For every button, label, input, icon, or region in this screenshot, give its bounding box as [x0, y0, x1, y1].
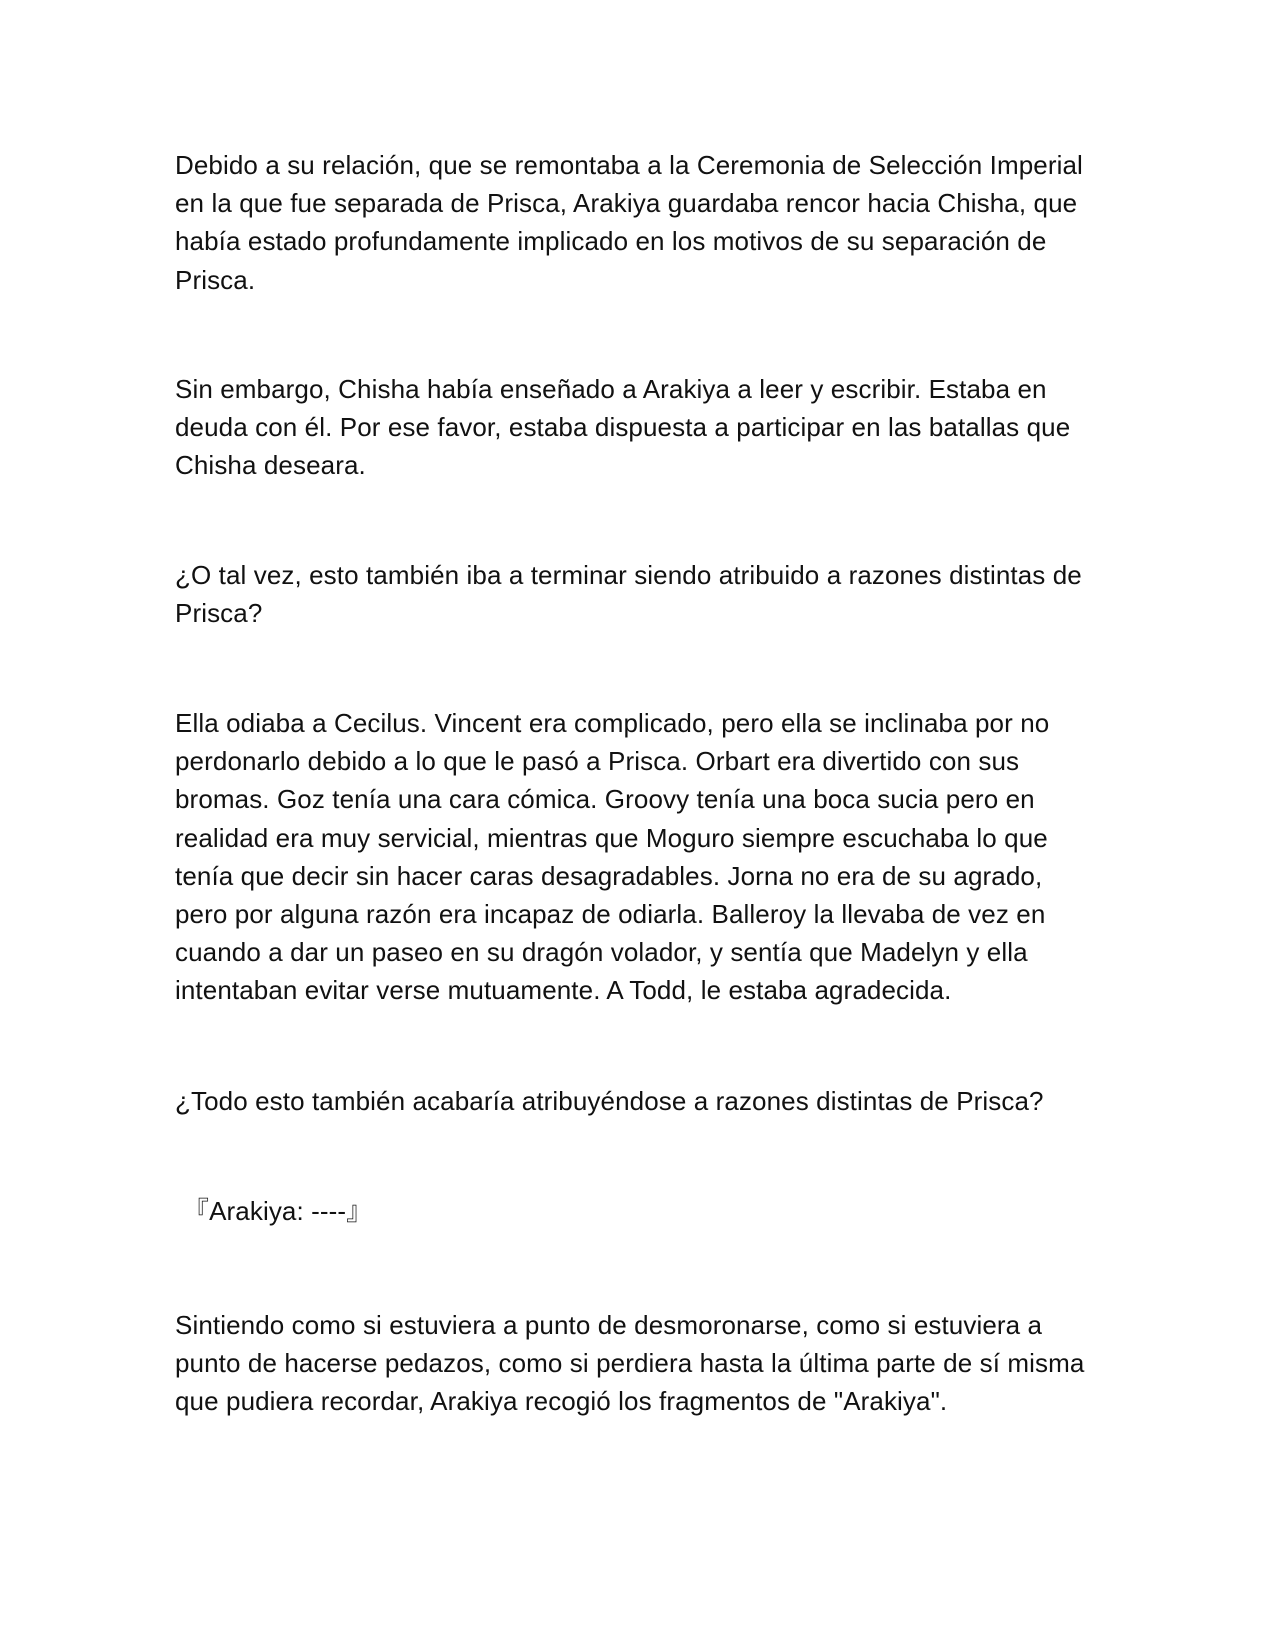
paragraph-3: ¿O tal vez, esto también iba a terminar siendo atribuido a razones distintas de Prisca? — [175, 560, 1082, 629]
paragraph-4: Ella odiaba a Cecilus. Vincent era complicado, pero ella se inclinaba por no perdonarlo debido a lo que le pasó a Prisca. Orbart era divertido con sus bromas. Goz tenía una cara cómica. Groovy tenía una boca sucia pero en realidad era muy servicial, mientras que Moguro siempre escuchaba lo que tenía que decir sin hacer caras desagradables. Jorna no era de su agrado, pero por alguna razón era incapaz de odiarla. Balleroy la llevaba de vez en cuando a dar un paseo en su dragón volador, y sentía que Madelyn y ella intentaban evitar verse mutuamente. A Todd, le estaba agradecida. — [175, 708, 1050, 1006]
paragraph-7: Sintiendo como si estuviera a punto de desmoronarse, como si estuviera a punto de hacerse pedazos, como si perdiera hasta la última parte de sí misma que pudiera recordar, Arakiya recogió los fragmentos de "Arakiya". — [175, 1310, 1085, 1417]
paragraph-2: Sin embargo, Chisha había enseñado a Arakiya a leer y escribir. Estaba en deuda con él. Por ese favor, estaba dispuesta a participar en las batallas que Chisha deseara. — [175, 374, 1071, 481]
paragraph-5: ¿Todo esto también acabaría atribuyéndose a razones distintas de Prisca? — [175, 1086, 1044, 1116]
dialogue-line: 『Arakiya: ----』 — [183, 1196, 373, 1226]
paragraph-1: Debido a su relación, que se remontaba a la Ceremonia de Selección Imperial en la que fue separada de Prisca, Arakiya guardaba rencor hacia Chisha, que había estado profundamente implicado en los motivos de su separación de Prisca. — [175, 150, 1083, 295]
